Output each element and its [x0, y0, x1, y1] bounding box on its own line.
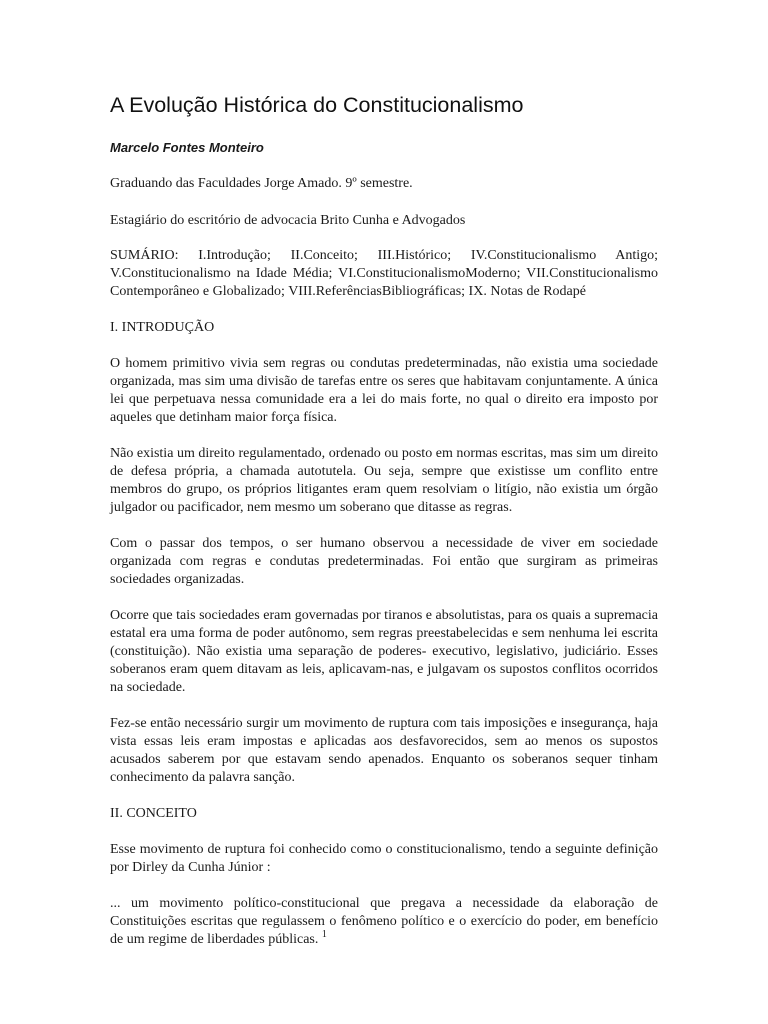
footnote-marker[interactable]: 1 [321, 929, 327, 940]
document-title: A Evolução Histórica do Constitucionalismo [110, 93, 524, 117]
summary-paragraph: SUMÁRIO: I.Introdução; II.Conceito; III.Histórico; IV.Constitucionalismo Antigo; V.Constitucionalismo na Idade Média; VI.ConstitucionalismoModerno; VII.Constitucionalismo Contemporâneo e Globalizado; VIII.ReferênciasBibliográficas; IX. Notas de Rodapé [110, 248, 658, 299]
quote-text: ... um movimento político-constitucional que pregava a necessidade da elaboração de Constituições escritas que regulassem o fenômeno político e o exercício do poder, em benefício de um regime de liberdades públicas. [110, 896, 658, 947]
author-affiliation: Graduando das Faculdades Jorge Amado. 9º semestre. [110, 176, 413, 191]
body-paragraph: Com o passar dos tempos, o ser humano observou a necessidade de viver em sociedade organizada com regras e condutas predeterminadas. Foi então que surgiram as primeiras sociedades organizadas. [110, 536, 658, 587]
body-paragraph: Ocorre que tais sociedades eram governadas por tiranos e absolutistas, para os quais a supremacia estatal era uma forma de poder autônomo, sem regras preestabelecidas e sem nenhuma lei escrita (constituição). Não existia uma separação de poderes- executivo, legislativo, judiciário. Esses soberanos eram quem ditavam as leis, aplicavam-nas, e julgavam os supostos conflitos ocorridos na sociedade. [110, 608, 658, 695]
author-name: Marcelo Fontes Monteiro [110, 140, 264, 155]
body-paragraph: O homem primitivo vivia sem regras ou condutas predeterminadas, não existia uma sociedade organizada, mas sim uma divisão de tarefas entre os seres que habitavam conjuntamente. A única lei que perpetuava nessa comunidade era a lei do mais forte, no qual o direito era imposto por aqueles que detinham maior força física. [110, 356, 658, 425]
block-quote [110, 895, 658, 949]
author-position: Estagiário do escritório de advocacia Brito Cunha e Advogados [110, 213, 466, 228]
body-paragraph: Fez-se então necessário surgir um movimento de ruptura com tais imposições e insegurança, haja vista essas leis eram impostas e aplicadas aos desfavorecidos, sem ao menos os supostos acusados saberem por que estavam sendo apenados. Enquanto os soberanos sequer tinham conhecimento da palavra sanção. [110, 716, 658, 785]
document-body [110, 92, 658, 949]
section-heading-conceito: II. CONCEITO [110, 806, 197, 821]
body-paragraph: Não existia um direito regulamentado, ordenado ou posto em normas escritas, mas sim um direito de defesa própria, a chamada autotutela. Ou seja, sempre que existisse um conflito entre membros do grupo, os próprios litigantes eram quem resolviam o litígio, não existia um órgão julgador ou pacificador, nem mesmo um soberano que ditasse as regras. [110, 446, 658, 515]
body-paragraph: Esse movimento de ruptura foi conhecido como o constitucionalismo, tendo a seguinte definição por Dirley da Cunha Júnior : [110, 842, 658, 875]
section-heading-introducao: I. INTRODUÇÃO [110, 320, 215, 335]
